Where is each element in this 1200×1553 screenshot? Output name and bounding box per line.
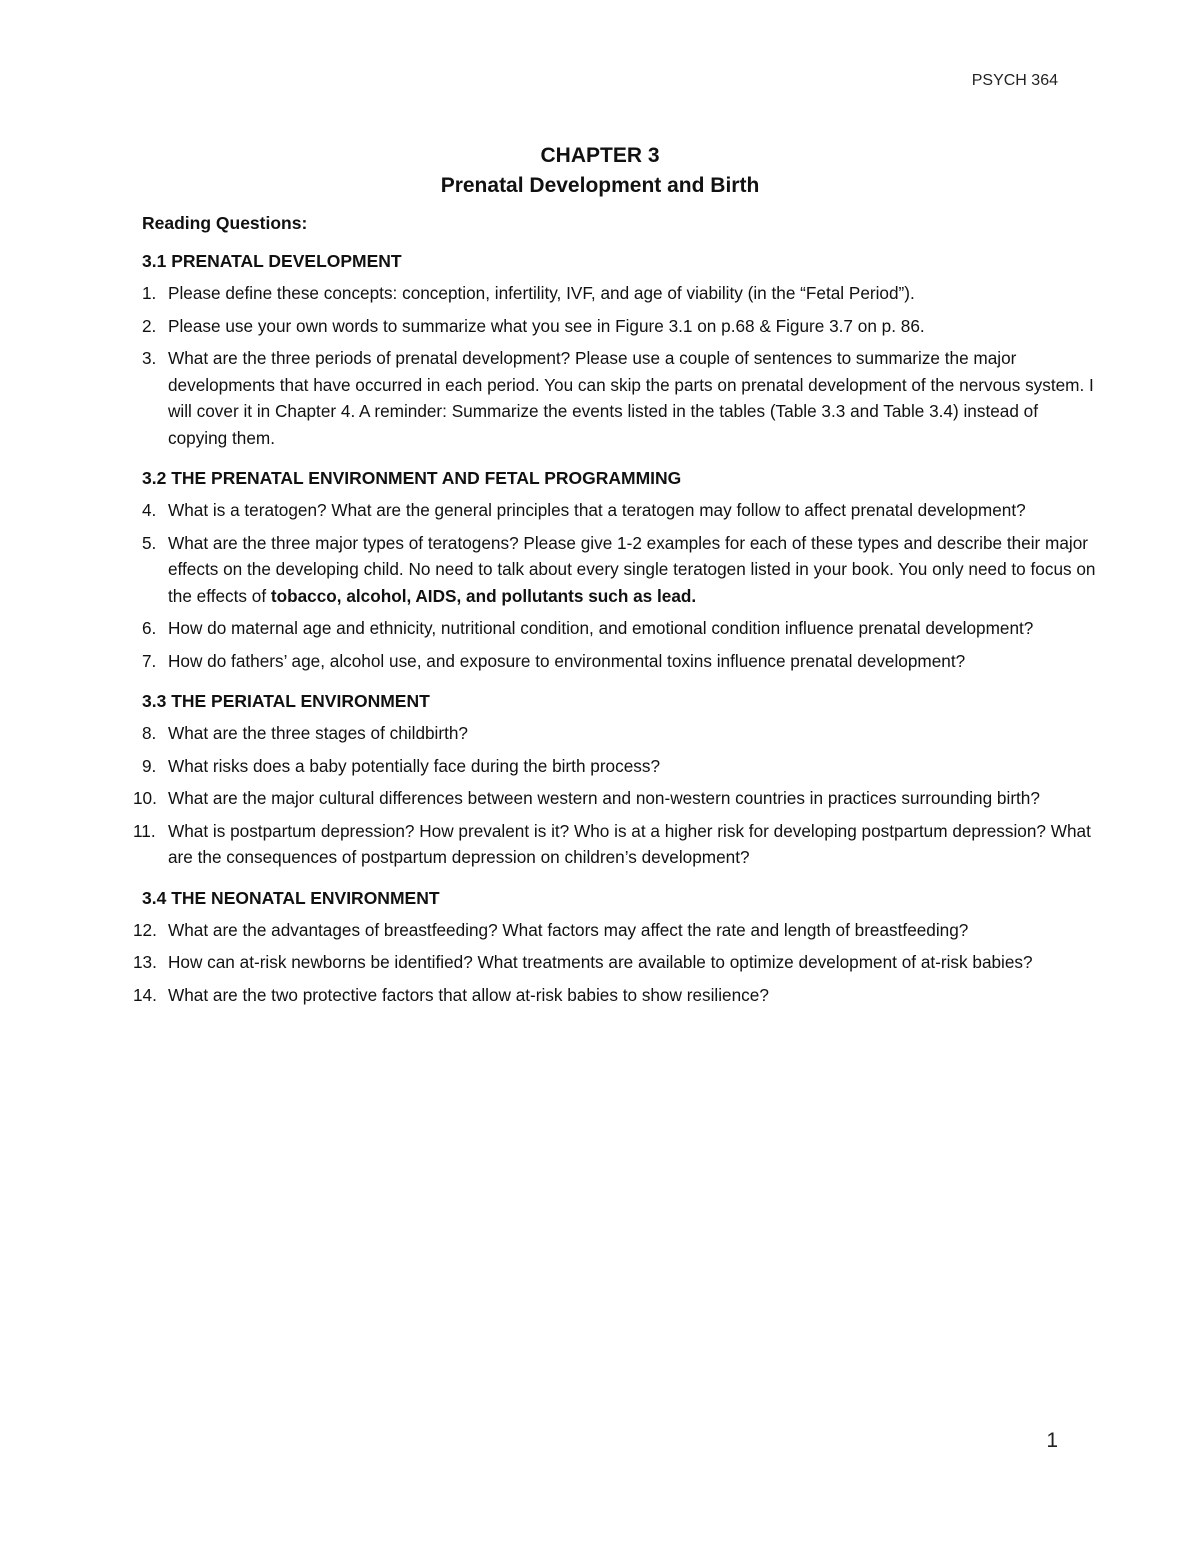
- question-number: 3.: [142, 348, 157, 368]
- section-heading: 3.2 THE PRENATAL ENVIRONMENT AND FETAL PROGRAMMING: [142, 468, 682, 488]
- section: [133, 688, 1102, 871]
- section-heading: 3.1 PRENATAL DEVELOPMENT: [142, 251, 402, 271]
- question-number: 10.: [133, 788, 157, 808]
- question-item: [142, 720, 1102, 747]
- question-item: [133, 917, 1102, 944]
- question-text: What are the advantages of breastfeeding? What factors may affect the rate and length of breastfeeding?: [168, 919, 969, 940]
- question-item: [142, 530, 1102, 610]
- question-item: [142, 615, 1102, 642]
- question-number: 8.: [142, 723, 157, 743]
- question-text: Please define these concepts: conception, infertility, IVF, and age of viability (in the “Fetal Period”).: [168, 283, 915, 303]
- question-item: [133, 982, 1102, 1009]
- question-number: 14.: [133, 984, 157, 1005]
- question-text: What are the major cultural differences between western and non-western countries in practices surrounding birth?: [168, 788, 1040, 808]
- question-item: [142, 280, 1102, 307]
- question-text-wrap: [168, 530, 1102, 610]
- question-text-wrap: [168, 982, 1102, 1009]
- chapter-subtitle: Prenatal Development and Birth: [440, 174, 760, 197]
- question-item: [142, 345, 1102, 451]
- question-text: How can at-risk newborns be identified? What treatments are available to optimize development of at-risk babies?: [168, 952, 1033, 972]
- question-text-wrap: [168, 785, 1102, 812]
- question-number: 13.: [133, 952, 157, 972]
- question-text-wrap: [168, 753, 1102, 780]
- question-text-wrap: [168, 497, 1102, 524]
- question-number: 7.: [142, 650, 157, 671]
- question-text: What are the three periods of prenatal development? Please use a couple of sentences to summarize the major developments that have occurred in each period. You can skip the parts on prenatal development of the nervous system. I will cover it in Chapter 4. A reminder: Summarize the events listed in the tables (Table 3.3 and Table 3.4) instead of copying them.: [168, 348, 1094, 448]
- section-heading: 3.4 THE NEONATAL ENVIRONMENT: [142, 887, 440, 908]
- question-text: What is a teratogen? What are the general principles that a teratogen may follow to affect prenatal development?: [168, 500, 1026, 520]
- question-item: [142, 497, 1102, 524]
- question-text-wrap: [168, 648, 1102, 675]
- question-number: 5.: [142, 532, 157, 553]
- title-block: [0, 141, 1200, 201]
- question-number: 6.: [142, 618, 157, 638]
- content: [133, 210, 1102, 1022]
- question-item: [142, 313, 1102, 340]
- question-text-wrap: [168, 313, 1102, 340]
- question-item: [133, 818, 1102, 871]
- question-number: 12.: [133, 919, 157, 940]
- question-text: How do maternal age and ethnicity, nutritional condition, and emotional condition influence prenatal development?: [168, 618, 1034, 638]
- question-number: 2.: [142, 315, 157, 336]
- reading-questions-label: Reading Questions:: [142, 213, 308, 233]
- question-number: 9.: [142, 755, 157, 776]
- section: [142, 465, 1102, 674]
- question-text-wrap: [168, 720, 1102, 747]
- question-text-wrap: [168, 615, 1102, 642]
- question-text: Please use your own words to summarize what you see in Figure 3.1 on p.68 & Figure 3.7 on p. 86.: [168, 315, 925, 336]
- question-emphasis: tobacco, alcohol, AIDS, and pollutants such as lead.: [270, 585, 697, 606]
- question-text-wrap: [168, 917, 1102, 944]
- section-heading: 3.3 THE PERIATAL ENVIRONMENT: [142, 691, 430, 711]
- question-number: 1.: [142, 283, 157, 303]
- question-item: [133, 785, 1102, 812]
- question-number: 11.: [133, 820, 156, 841]
- section: [142, 248, 1102, 451]
- question-text: What are the two protective factors that allow at-risk babies to show resilience?: [168, 984, 769, 1005]
- question-text: What risks does a baby potentially face during the birth process?: [168, 755, 661, 776]
- question-text-wrap: [168, 345, 1102, 451]
- question-text: How do fathers’ age, alcohol use, and exposure to environmental toxins influence prenatal development?: [168, 650, 966, 671]
- section: [133, 885, 1102, 1009]
- page-number: 1: [1046, 1429, 1058, 1452]
- question-item: [142, 753, 1102, 780]
- question-text: What is postpartum depression? How prevalent is it? Who is at a higher risk for developing postpartum depression? What are the consequences of postpartum depression on children’s development?: [168, 820, 1091, 867]
- question-item: [142, 648, 1102, 675]
- question-item: [133, 949, 1102, 976]
- question-text: What are the three major types of teratogens? Please give 1-2 examples for each of these types and describe their major effects on the developing child. No need to talk about every single teratogen listed in your book. You only need to focus on the effects of: [168, 532, 1096, 606]
- question-number: 4.: [142, 500, 157, 520]
- question-text-wrap: [168, 818, 1102, 871]
- question-text-wrap: [168, 949, 1102, 976]
- course-header: PSYCH 364: [971, 72, 1058, 89]
- question-text-wrap: [168, 280, 1102, 307]
- sections-container: [133, 248, 1102, 1008]
- question-text: What are the three stages of childbirth?: [168, 723, 468, 743]
- chapter-title: CHAPTER 3: [540, 144, 660, 167]
